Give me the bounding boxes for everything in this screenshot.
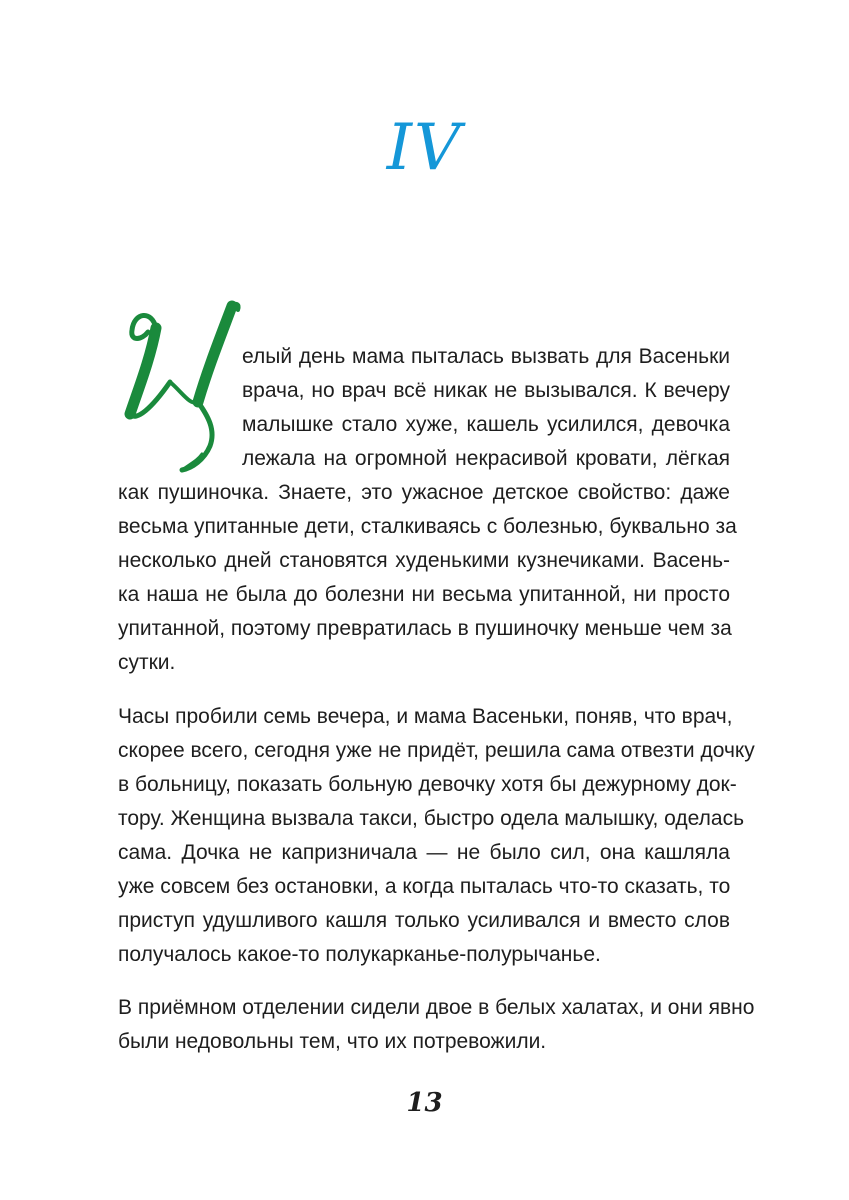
text-line: весьма упитанные дети, сталкиваясь с болезнью, буквально за [118, 515, 737, 538]
text-line: В приёмном отделении сидели двое в белых халатах, и они явно [118, 996, 755, 1019]
text-line: сама. Дочка не капризничала — не было сил, она кашляла [118, 841, 730, 864]
text-line: были недовольны тем, что их потревожили. [118, 1030, 547, 1053]
text-line: несколько дней становятся худенькими кузнечиками. Васень- [118, 549, 730, 572]
text-line: елый день мама пыталась вызвать для Васеньки [242, 345, 730, 368]
text-line: малышке стало хуже, кашель усилился, девочка [242, 413, 730, 436]
text-line: упитанной, поэтому превратилась в пушиночку меньше чем за [118, 617, 732, 640]
text-line: лежала на огромной некрасивой кровати, лёгкая [242, 447, 730, 470]
text-line: тору. Женщина вызвала такси, быстро одела малышку, оделась [118, 807, 745, 830]
page-number: 13 [406, 1088, 443, 1118]
text-line: врача, но врач всё никак не вызывался. К вечеру [242, 379, 730, 402]
chapter-number: IV [386, 111, 463, 185]
text-line: получалось какое-то полукарканье-полурычанье. [118, 943, 601, 966]
text-line: как пушиночка. Знаете, это ужасное детское свойство: даже [118, 481, 730, 504]
text-line: ка наша не была до болезни ни весьма упитанной, ни просто [118, 583, 730, 606]
text-line: уже совсем без остановки, а когда пыталась что-то сказать, то [118, 875, 731, 898]
text-line: в больницу, показать больную девочку хотя бы дежурному док- [118, 773, 737, 796]
paragraph-3 [118, 991, 755, 1059]
text-line: скорее всего, сегодня уже не придёт, решила сама отвезти дочку [118, 739, 755, 762]
text-line: приступ удушливого кашля только усиливался и вместо слов [118, 909, 730, 932]
text-line: сутки. [118, 651, 176, 674]
text-line: Часы пробили семь вечера, и мама Васеньки, поняв, что врач, [118, 705, 733, 728]
paragraph-1 [118, 340, 737, 680]
paragraph-2 [118, 700, 755, 972]
